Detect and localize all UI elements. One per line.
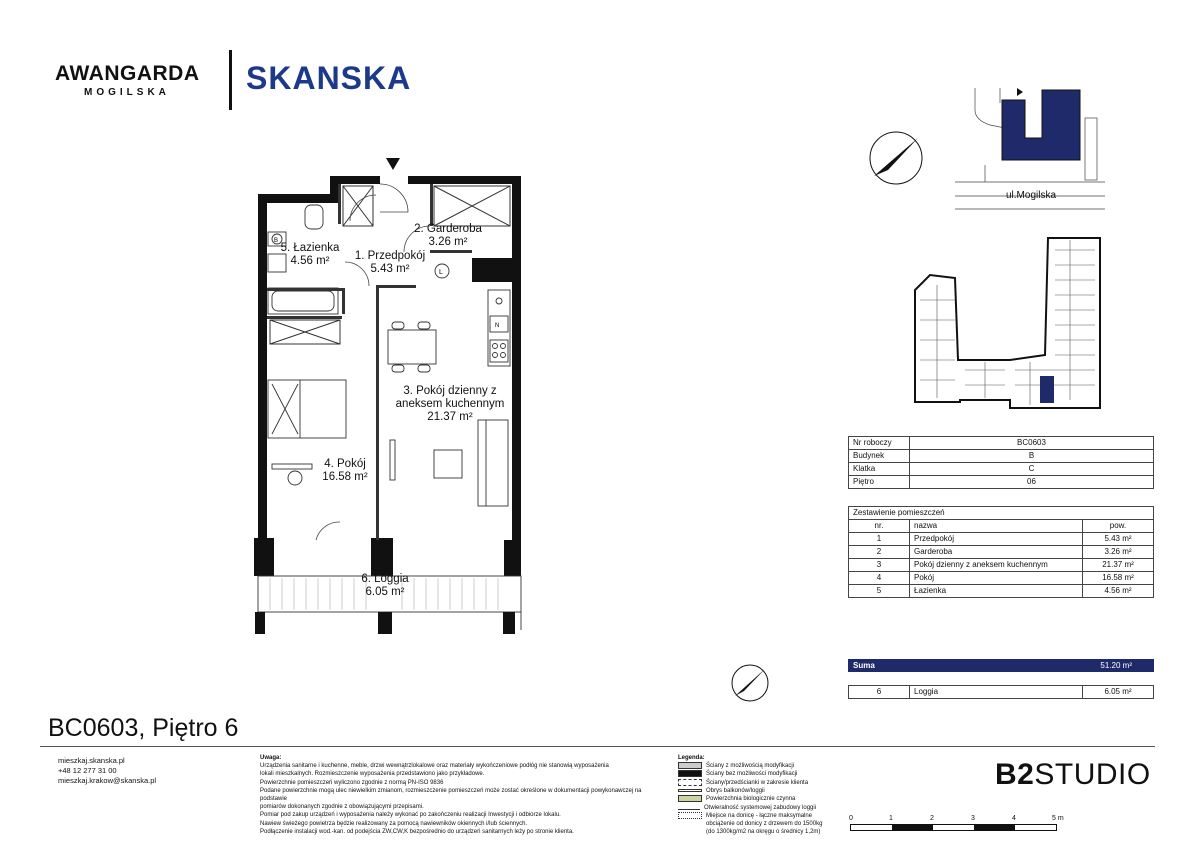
- street-label: ul.Mogilska: [1006, 190, 1057, 201]
- boiler-label: B: [274, 238, 279, 244]
- compass-north-label: N: [874, 160, 887, 173]
- legend-item: obciążenie od donicy z drzewem do 1500kg: [706, 821, 823, 828]
- footer-divider: [40, 746, 1155, 747]
- room-label-1: [345, 250, 435, 276]
- room-3-area: 21.37 m²: [427, 411, 473, 423]
- entrance-arrow-icon: [386, 158, 400, 170]
- scale-label: 5 m: [1052, 815, 1064, 822]
- fridge-label: N: [495, 323, 500, 329]
- brand-awangarda: AWANGARDA: [55, 62, 200, 85]
- legend-swatch-icon: [678, 789, 702, 792]
- room-label-4: [300, 458, 390, 484]
- row-name: Garderoba: [910, 546, 1083, 559]
- note-line: Powierzchnie pomieszczeń wyliczono zgodnie z normą PN-ISO 9836: [260, 779, 444, 786]
- page-title: BC0603, Piętro 6: [48, 714, 239, 742]
- info-value: 06: [910, 476, 1154, 489]
- sum-label: Suma: [853, 661, 875, 670]
- compass-icon: [868, 130, 924, 186]
- scale-bar: [850, 824, 1057, 831]
- scale-label: 0: [849, 815, 853, 822]
- brand-skanska: SKANSKA: [246, 60, 412, 96]
- rooms-table-header: [849, 520, 1154, 533]
- legend-swatch-icon: [678, 804, 700, 810]
- room-5-name: 5. Łazienka: [280, 242, 340, 254]
- legend-item: Ściany/przedścianki w zakresie klienta: [706, 779, 809, 786]
- row-nr: 2: [849, 546, 910, 559]
- table-row: [849, 437, 1154, 450]
- info-label: Nr roboczy: [849, 437, 910, 450]
- table-row: [849, 533, 1154, 546]
- laundry-label: L: [439, 269, 443, 276]
- room-label-6: [340, 573, 430, 599]
- legend-swatch-icon: [678, 770, 702, 777]
- room-6-name: 6. Loggia: [361, 573, 409, 585]
- table-row: [849, 559, 1154, 572]
- row-nr: 1: [849, 533, 910, 546]
- loggia-table: [848, 685, 1154, 699]
- legend-block: [678, 754, 843, 836]
- table-row: [849, 546, 1154, 559]
- room-6-area: 6.05 m²: [365, 586, 405, 598]
- table-row: [849, 476, 1154, 489]
- b2studio-logo: [995, 758, 1151, 792]
- legend-swatch-icon: [678, 762, 702, 769]
- info-label: Piętro: [849, 476, 910, 489]
- legend-swatch-icon: [678, 812, 702, 819]
- room-3-name-2: aneksem kuchennym: [395, 398, 505, 410]
- row-area: 6.05 m²: [1083, 686, 1154, 699]
- notes-block: [260, 754, 655, 836]
- info-label: Klatka: [849, 463, 910, 476]
- scale-label: 1: [889, 815, 893, 822]
- row-name: Łazienka: [910, 585, 1083, 598]
- col-nr: nr.: [849, 520, 910, 533]
- legend-swatch-icon: [678, 779, 702, 786]
- info-value: BC0603: [910, 437, 1154, 450]
- legend-item: Miejsce na donicę - łączne maksymalne: [706, 812, 813, 819]
- rooms-table: [848, 506, 1154, 598]
- b2studio-rest: STUDIO: [1034, 758, 1151, 791]
- row-nr: 5: [849, 585, 910, 598]
- info-label: Budynek: [849, 450, 910, 463]
- legend-item: Powierzchnia biologicznie czynna: [706, 796, 796, 803]
- room-label-5: [270, 242, 350, 268]
- info-value: C: [910, 463, 1154, 476]
- note-line: lokali mieszkalnych. Rozmieszczenie wyposażenia przedstawiono jako przykładowe.: [260, 771, 485, 778]
- legend-item: Obrys balkonów/loggii: [706, 788, 765, 795]
- col-area: pow.: [1083, 520, 1154, 533]
- legend-title: Legenda:: [678, 755, 705, 761]
- legend-item: (do 1300kg/m2 na okręgu o średnicy 1,2m): [706, 829, 821, 836]
- building-footprint: [905, 235, 1105, 410]
- row-name: Przedpokój: [910, 533, 1083, 546]
- room-3-name-1: 3. Pokój dzienny z: [403, 385, 497, 397]
- room-label-2: [398, 223, 498, 249]
- scale-label: 3: [971, 815, 975, 822]
- table-row: [849, 450, 1154, 463]
- room-1-name: 1. Przedpokój: [354, 250, 426, 262]
- table-row: [849, 463, 1154, 476]
- note-line: Podłączenie instalacji wod.-kan. od podejścia ZW,CW,K bezpośrednio do urządzeń sanitarnych leży po stronie klienta.: [260, 828, 574, 835]
- room-2-area: 3.26 m²: [428, 236, 468, 248]
- note-line: Pomiar pod zakup urządzeń i wyposażenia należy wykonać po zakończeniu realizacji Inwestycji i odbiorze lokalu.: [260, 812, 561, 819]
- brand-divider: [229, 50, 232, 110]
- col-name: nazwa: [910, 520, 1083, 533]
- sum-bar: [848, 659, 1154, 672]
- legend-swatch-icon: [678, 795, 702, 802]
- row-nr: 3: [849, 559, 910, 572]
- rooms-table-title: Zestawienie pomieszczeń: [849, 507, 1154, 520]
- row-area: 16.58 m²: [1083, 572, 1154, 585]
- row-nr: 4: [849, 572, 910, 585]
- legend-item: Otwieralność systemowej zabudowy loggii: [704, 804, 817, 811]
- row-area: 3.26 m²: [1083, 546, 1154, 559]
- room-1-area: 5.43 m²: [370, 263, 410, 275]
- room-2-name: 2. Garderoba: [414, 223, 482, 235]
- row-nr: 6: [849, 686, 910, 699]
- table-row: [849, 572, 1154, 585]
- table-row: [849, 585, 1154, 598]
- row-area: 21.37 m²: [1083, 559, 1154, 572]
- b2studio-bold: B2: [995, 758, 1035, 791]
- contact-block: [58, 756, 156, 786]
- legend-item: Ściany bez możliwości modyfikacji: [706, 771, 798, 778]
- compass-small-icon: [730, 663, 770, 703]
- note-line: Podane powierzchnie mogą ulec niewielkim zmianom, rozmieszczenie pomieszczeń może zostać określone w dokumentacji powykonawczej na podstawie: [260, 787, 642, 803]
- note-line: Nawiew świeżego powietrza będzie realizowany za pomocą nawiewników okiennych i/lub ściennych.: [260, 820, 528, 827]
- legend-item: Ściany z możliwością modyfikacji: [706, 763, 795, 770]
- scale-label: 2: [930, 815, 934, 822]
- notes-title: Uwaga:: [260, 755, 282, 761]
- note-line: pomiarów dokonanych zgodnie z obowiązującymi przepisami.: [260, 804, 424, 811]
- info-value: B: [910, 450, 1154, 463]
- sum-value: 51.20 m²: [1100, 661, 1132, 670]
- row-name: Pokój dzienny z aneksem kuchennym: [910, 559, 1083, 572]
- room-4-area: 16.58 m²: [322, 471, 368, 483]
- row-name: Loggia: [910, 686, 1083, 699]
- room-label-3: [385, 385, 515, 424]
- room-4-name: 4. Pokój: [324, 458, 366, 470]
- room-5-area: 4.56 m²: [290, 255, 330, 267]
- table-row: [849, 686, 1154, 699]
- contact-phone[interactable]: +48 12 277 31 00: [58, 766, 117, 775]
- row-name: Pokój: [910, 572, 1083, 585]
- row-area: 5.43 m²: [1083, 533, 1154, 546]
- contact-website[interactable]: mieszkaj.skanska.pl: [58, 756, 125, 765]
- contact-email[interactable]: mieszkaj.krakow@skanska.pl: [58, 776, 157, 785]
- info-table: [848, 436, 1154, 489]
- scale-label: 4: [1012, 815, 1016, 822]
- row-area: 4.56 m²: [1083, 585, 1154, 598]
- brand-awangarda-sub: MOGILSKA: [84, 87, 170, 98]
- note-line: Urządzenia sanitarne i kuchenne, meble, drzwi wewnątrzlokalowe oraz materiały wykończeniowe podłóg nie stanowią wyposażenia: [260, 763, 609, 770]
